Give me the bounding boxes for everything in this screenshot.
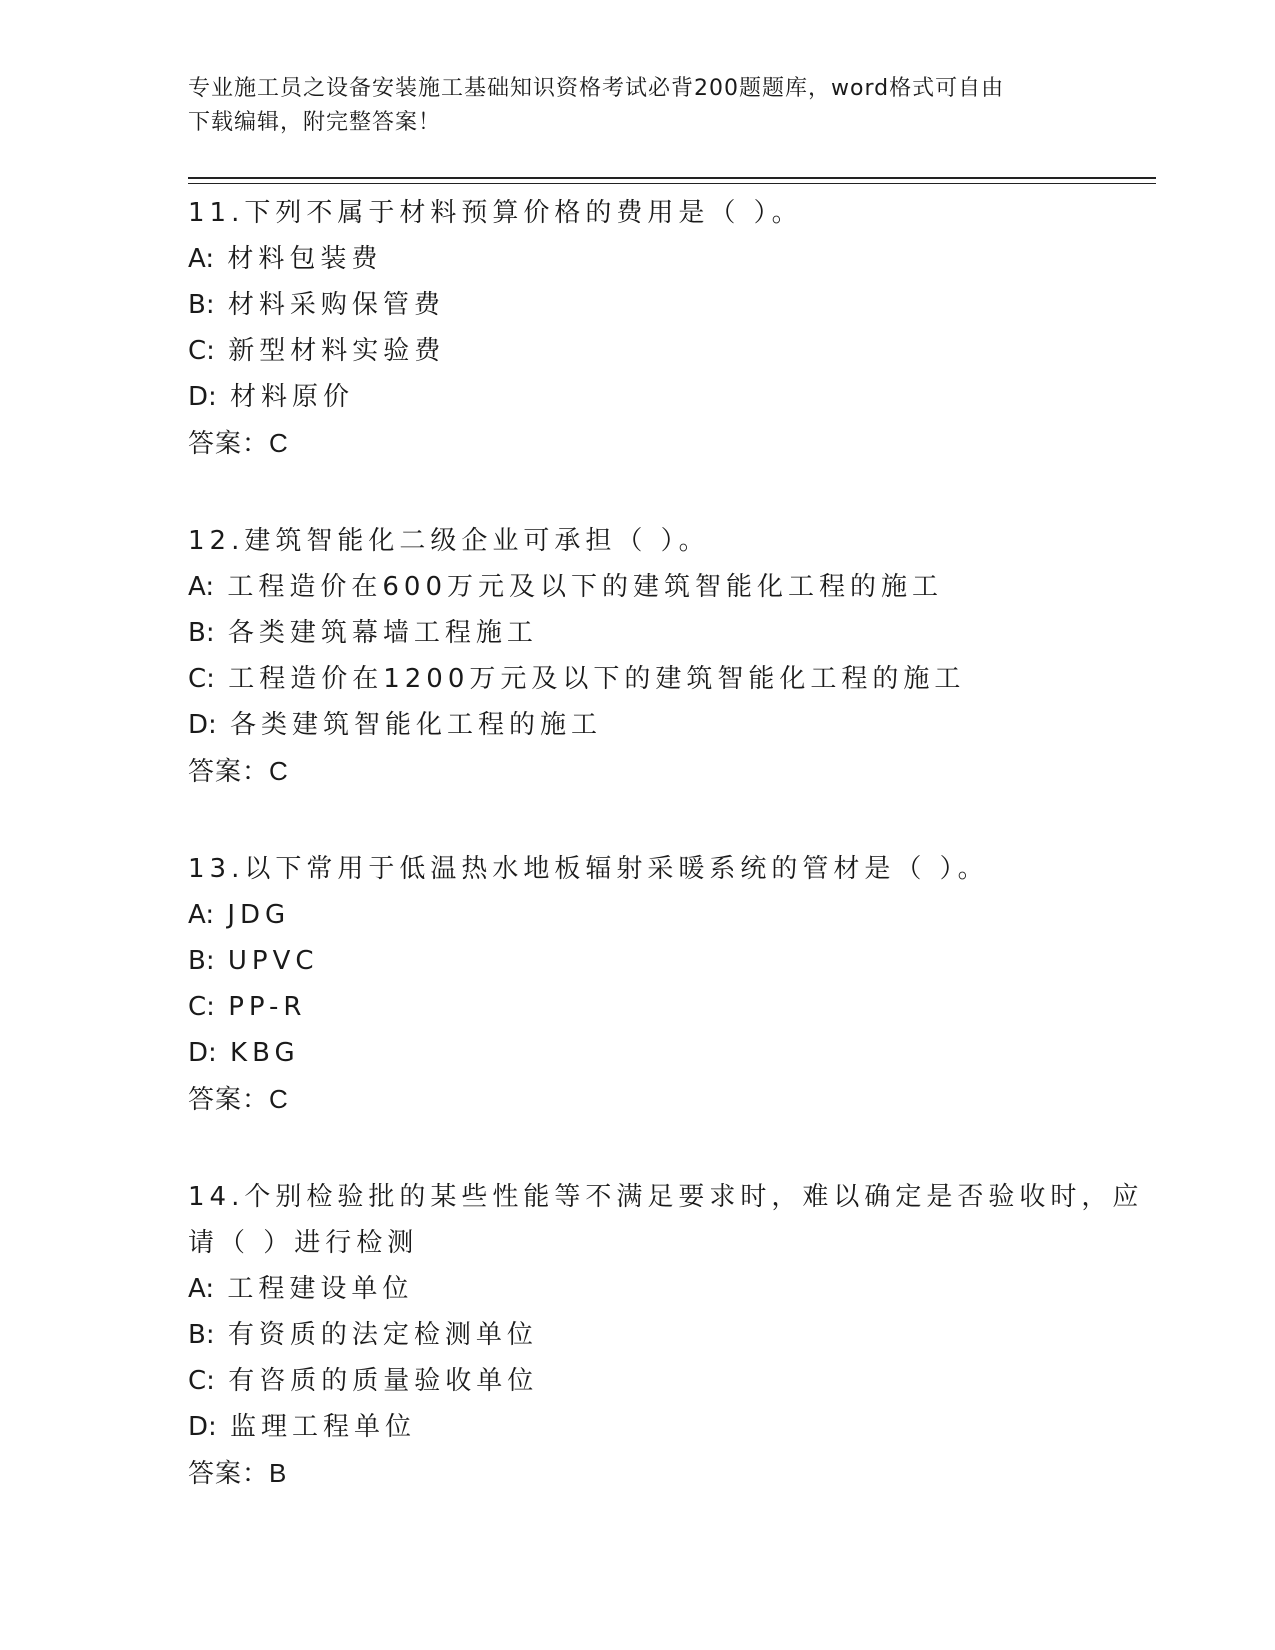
question-block [188, 846, 1088, 1122]
option-letter: B: [188, 290, 215, 320]
option-letter: A: [188, 244, 215, 274]
question-stem-line: 请（ ）进行检测 [188, 1228, 419, 1258]
option-text: 材料原价 [230, 382, 355, 412]
question-stem [188, 190, 1088, 236]
option-letter: C: [188, 1366, 215, 1396]
answer-option [188, 656, 1088, 702]
answer-option [188, 328, 1088, 374]
header-line-1: 专业施工员之设备安装施工基础知识资格考试必背200题题库，word格式可自由 [188, 76, 1005, 101]
answer-option [188, 892, 1088, 938]
document-header [188, 72, 1068, 140]
option-text: 材料包装费 [227, 244, 383, 274]
option-letter: D: [188, 382, 217, 412]
question-stem [188, 1174, 1144, 1266]
option-text: 工程造价在600万元及以下的建筑智能化工程的施工 [227, 572, 943, 602]
answer-option [188, 938, 1088, 984]
option-letter: D: [188, 1038, 217, 1068]
answer-option [188, 702, 1088, 748]
option-letter: A: [188, 900, 215, 930]
answer-key: 答案：C [188, 428, 289, 458]
option-text: JDG [227, 900, 291, 930]
answer-key: 答案：C [188, 756, 289, 786]
option-text: 材料采购保管费 [227, 290, 445, 320]
answer-key: 答案：C [188, 1084, 289, 1114]
answer-key: 答案：B [188, 1458, 288, 1488]
option-letter: B: [188, 1320, 215, 1350]
option-text: 工程建设单位 [227, 1274, 414, 1304]
answer-option [188, 1030, 1088, 1076]
question-stem [188, 846, 1088, 892]
option-letter: D: [188, 710, 217, 740]
option-text: 有咨质的质量验收单位 [228, 1366, 539, 1396]
option-text: 监理工程单位 [230, 1412, 417, 1442]
option-text: 各类建筑幕墙工程施工 [227, 618, 538, 648]
answer-option [188, 984, 1088, 1030]
answer-option [188, 1266, 1088, 1312]
option-letter: A: [188, 1274, 215, 1304]
question-list [188, 190, 1144, 1548]
answer-option [188, 610, 1088, 656]
answer-option [188, 282, 1088, 328]
option-text: 新型材料实验费 [228, 336, 446, 366]
option-letter: C: [188, 992, 215, 1022]
option-letter: B: [188, 618, 215, 648]
answer-option [188, 1312, 1088, 1358]
answer-option [188, 1358, 1088, 1404]
question-block [188, 518, 1088, 794]
option-letter: C: [188, 336, 215, 366]
option-letter: C: [188, 664, 215, 694]
option-text: 工程造价在1200万元及以下的建筑智能化工程的施工 [228, 664, 966, 694]
header-divider [188, 177, 1156, 184]
option-text: 各类建筑智能化工程的施工 [230, 710, 603, 740]
option-text: UPVC [227, 946, 319, 976]
answer-option [188, 374, 1088, 420]
question-stem-line: 11.下列不属于材料预算价格的费用是（ ）。 [188, 198, 803, 228]
question-stem-line: 13.以下常用于低温热水地板辐射采暖系统的管材是（ ）。 [188, 854, 989, 884]
header-line-2: 下载编辑，附完整答案！ [188, 110, 442, 135]
option-text: KBG [230, 1038, 300, 1068]
option-text: PP-R [228, 992, 307, 1022]
answer-option [188, 1404, 1088, 1450]
question-stem-line: 14.个别检验批的某些性能等不满足要求时，难以确定是否验收时，应 [188, 1182, 1144, 1212]
option-letter: D: [188, 1412, 217, 1442]
answer-option [188, 564, 1088, 610]
question-stem-line: 12.建筑智能化二级企业可承担（ ）。 [188, 526, 710, 556]
question-block [188, 1174, 1144, 1496]
question-block [188, 190, 1088, 466]
answer-option [188, 236, 1088, 282]
option-letter: B: [188, 946, 215, 976]
question-stem [188, 518, 1088, 564]
option-text: 有资质的法定检测单位 [227, 1320, 538, 1350]
option-letter: A: [188, 572, 215, 602]
